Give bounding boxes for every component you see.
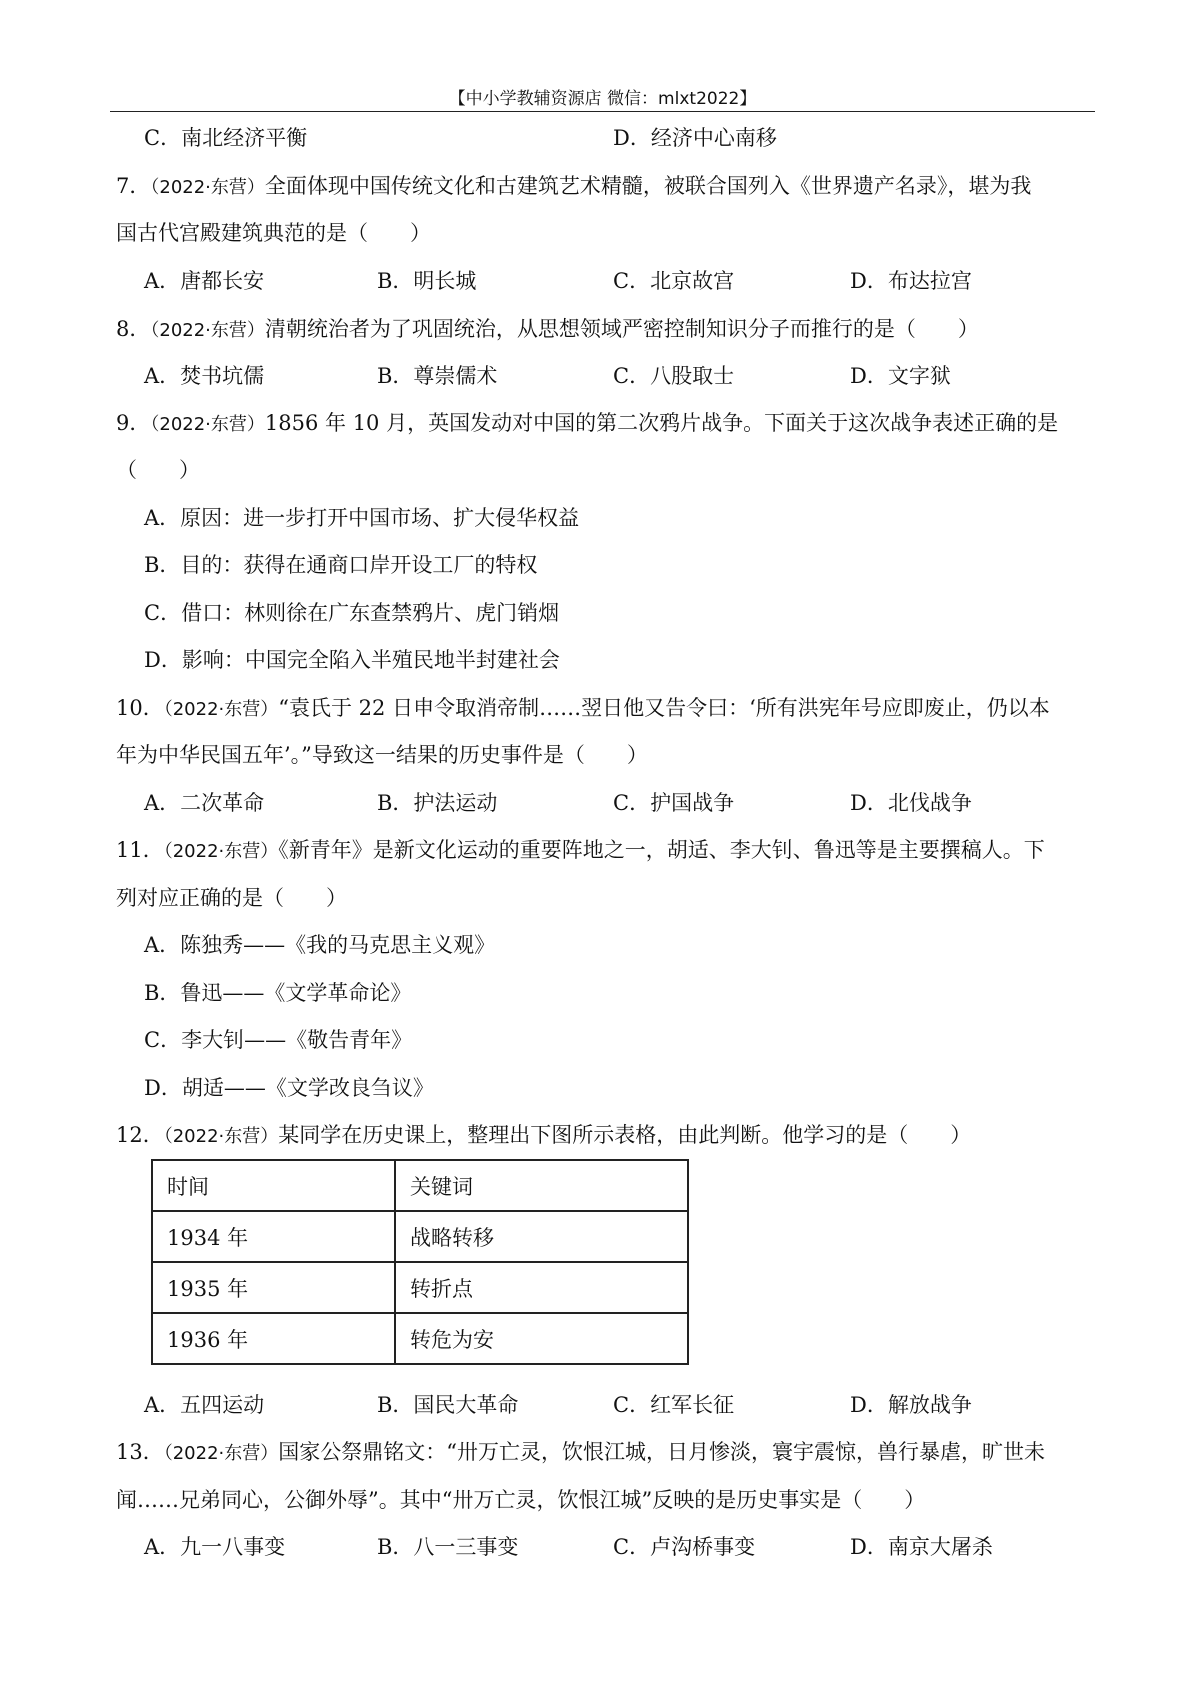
q9-option-a: A．原因：进一步打开中国市场、扩大侵华权益 — [144, 506, 580, 530]
q7-option-a: A．唐都长安 — [144, 269, 265, 293]
question-number: 10． — [116, 696, 164, 720]
table-cell: 转危为安 — [395, 1313, 688, 1364]
question-9-stem-cont: （ ） — [116, 458, 200, 482]
question-number: 12． — [116, 1123, 164, 1147]
question-text: 《新青年》是新文化运动的重要阵地之一，胡适、李大钊、鲁迅等是主要撰稿人。下 — [278, 838, 1045, 862]
table-cell: 战略转移 — [395, 1211, 688, 1262]
q12-option-c: C．红军长征 — [613, 1393, 735, 1417]
q8-option-a: A．焚书坑儒 — [144, 364, 265, 388]
q10-option-d: D．北伐战争 — [850, 791, 972, 815]
q9-option-c: C．借口：林则徐在广东查禁鸦片、虎门销烟 — [144, 601, 560, 625]
q7-option-d: D．布达拉宫 — [850, 269, 972, 293]
q11-option-d: D．胡适——《文学改良刍议》 — [144, 1076, 434, 1100]
q10-option-b: B．护法运动 — [377, 791, 498, 815]
question-text: 1856 年 10 月，英国发动对中国的第二次鸦片战争。下面关于这次战争表述正确的是 — [264, 411, 1059, 435]
question-11-stem — [116, 835, 1100, 867]
question-source: （2022·东营） — [163, 841, 279, 862]
question-text: 全面体现中国传统文化和古建筑艺术精髓，被联合国列入《世界遗产名录》，堪为我 — [264, 174, 1032, 198]
question-source: （2022·东营） — [150, 414, 265, 435]
page-header: 【中小学教辅资源店 微信：mlxt2022】 — [448, 89, 757, 109]
q9-option-b: B．目的：获得在通商口岸开设工厂的特权 — [144, 553, 538, 577]
question-9-stem — [116, 408, 1100, 440]
question-number: 7． — [116, 174, 151, 198]
table-header-cell: 关键词 — [395, 1160, 688, 1211]
q12-option-a: A．五四运动 — [144, 1393, 265, 1417]
table-cell: 1935 年 — [152, 1262, 395, 1313]
question-10-stem — [116, 693, 1100, 725]
question-source: （2022·东营） — [163, 699, 279, 720]
question-text: “袁氏于 22 日申令取消帝制……翌日他又告令曰：‘所有洪宪年号应即废止，仍以本 — [278, 696, 1050, 720]
q7-option-b: B．明长城 — [377, 269, 477, 293]
question-source: （2022·东营） — [150, 177, 265, 198]
q12-option-b: B．国民大革命 — [377, 1393, 519, 1417]
question-text: 某同学在历史课上，整理出下图所示表格，由此判断。他学习的是（ ） — [278, 1123, 972, 1147]
q11-option-b: B．鲁迅——《文学革命论》 — [144, 981, 412, 1005]
q11-option-a: A．陈独秀——《我的马克思主义观》 — [144, 933, 496, 957]
question-number: 13． — [116, 1440, 164, 1464]
table-cell: 转折点 — [395, 1262, 688, 1313]
history-table — [151, 1159, 689, 1365]
q13-option-d: D．南京大屠杀 — [850, 1535, 993, 1559]
q12-option-d: D．解放战争 — [850, 1393, 972, 1417]
question-text: 国家公祭鼎铭文：“卅万亡灵，饮恨江城，日月惨淡，寰宇震惊，兽行暴虐，旷世未 — [278, 1440, 1045, 1464]
question-number: 9． — [116, 411, 151, 435]
table-row — [152, 1211, 688, 1262]
question-11-stem-cont: 列对应正确的是（ ） — [116, 886, 347, 910]
table-cell: 1934 年 — [152, 1211, 395, 1262]
q6-option-d: D．经济中心南移 — [613, 126, 777, 150]
question-13-stem-cont: 闻……兄弟同心，公御外辱”。其中“卅万亡灵，饮恨江城”反映的是历史事实是（ ） — [116, 1488, 926, 1512]
q7-option-c: C．北京故宫 — [613, 269, 735, 293]
header-divider — [110, 111, 1095, 112]
question-source: （2022·东营） — [163, 1126, 279, 1147]
q8-option-c: C．八股取士 — [613, 364, 735, 388]
q10-option-a: A．二次革命 — [144, 791, 265, 815]
question-number: 8． — [116, 317, 151, 341]
table-header-cell: 时间 — [152, 1160, 395, 1211]
question-10-stem-cont: 年为中华民国五年’。”导致这一结果的历史事件是（ ） — [116, 743, 648, 767]
table-header-row — [152, 1160, 688, 1211]
q11-option-c: C．李大钊——《敬告青年》 — [144, 1028, 413, 1052]
question-number: 11． — [116, 838, 164, 862]
question-source: （2022·东营） — [163, 1443, 279, 1464]
q13-option-b: B．八一三事变 — [377, 1535, 519, 1559]
question-8-stem — [116, 314, 1100, 346]
q10-option-c: C．护国战争 — [613, 791, 735, 815]
q13-option-a: A．九一八事变 — [144, 1535, 286, 1559]
question-12-stem — [116, 1120, 1100, 1152]
question-source: （2022·东营） — [150, 320, 265, 341]
q6-option-c: C．南北经济平衡 — [144, 126, 308, 150]
q8-option-d: D．文字狱 — [850, 364, 951, 388]
question-7-stem — [116, 171, 1100, 203]
q9-option-d: D．影响：中国完全陷入半殖民地半封建社会 — [144, 648, 560, 672]
table-row — [152, 1262, 688, 1313]
q8-option-b: B．尊崇儒术 — [377, 364, 498, 388]
table-row — [152, 1313, 688, 1364]
table-cell: 1936 年 — [152, 1313, 395, 1364]
question-text: 清朝统治者为了巩固统治，从思想领域严密控制知识分子而推行的是（ ） — [264, 317, 979, 341]
q13-option-c: C．卢沟桥事变 — [613, 1535, 756, 1559]
question-13-stem — [116, 1437, 1100, 1469]
question-7-stem-cont: 国古代宫殿建筑典范的是（ ） — [116, 221, 431, 245]
